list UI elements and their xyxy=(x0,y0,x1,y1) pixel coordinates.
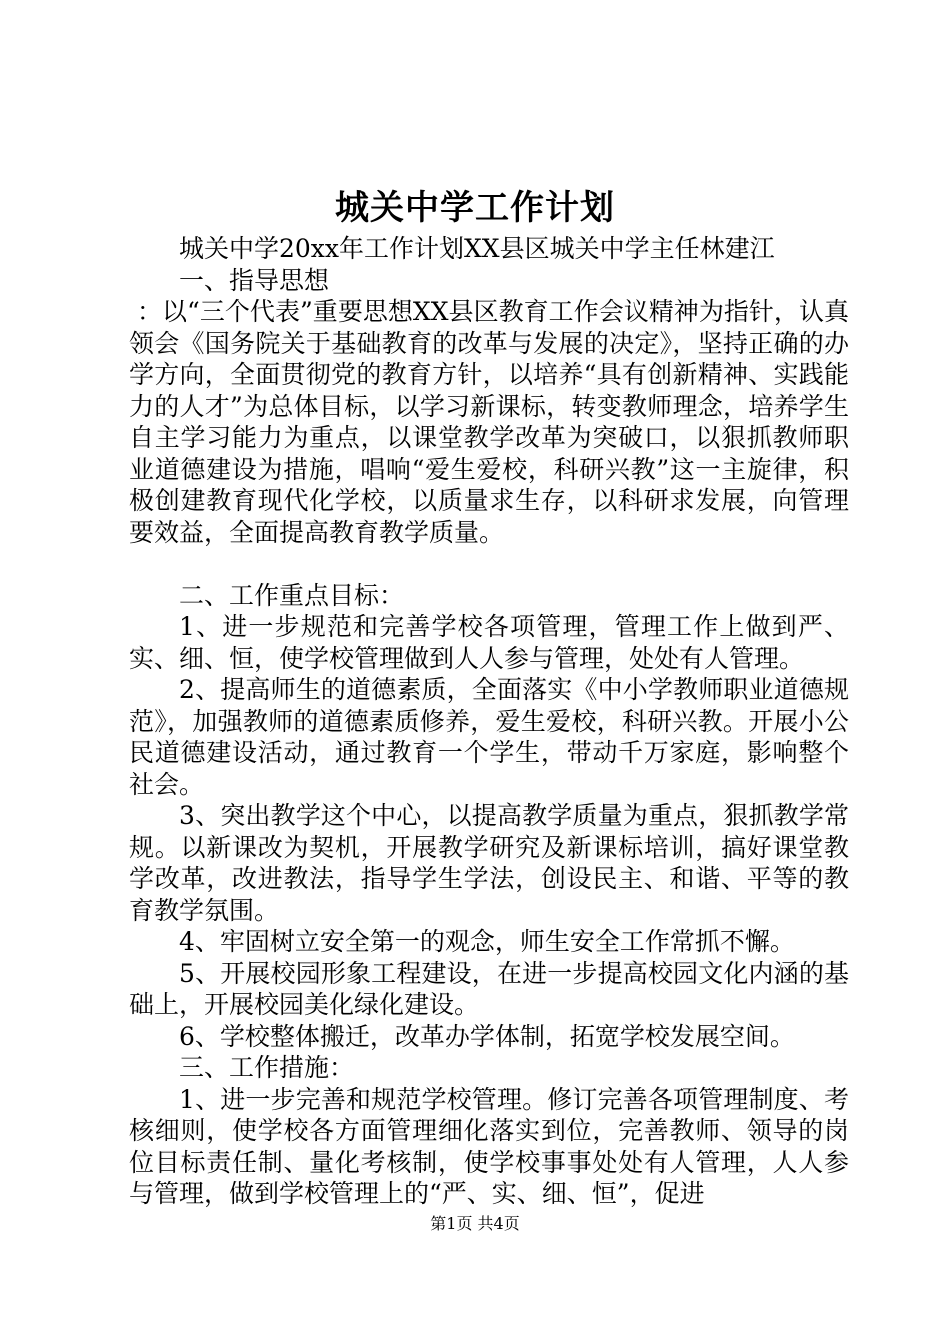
goal-item-6: 6、学校整体搬迁，改革办学体制，拓宽学校发展空间。 xyxy=(179,1021,795,1051)
goal-item-1: 1、进一步规范和完善学校各项管理，管理工作上做到严、实、细、恒，使学校管理做到人人参与管理，处处有人管理。 xyxy=(129,612,849,673)
section-heading-measures: 三、工作措施： xyxy=(179,1053,355,1082)
section-heading-guiding-thought: 一、指导思想 xyxy=(179,265,330,295)
measure-item-1: 1、进一步完善和规范学校管理。修订完善各项管理制度、考核细则，使学校各方面管理细化落实到位，完善教师、领导的岗位目标责任制、量化考核制，使学校事事处处有人管理，人人参与管理，做到学校管理上的“严、实、细、恒”，促进 xyxy=(129,1084,849,1208)
guiding-thought-paragraph: ：以“三个代表”重要思想XX县区教育工作会议精神为指针，认真领会《国务院关于基础教育的改革与发展的决定》，坚持正确的办学方向，全面贯彻党的教育方针，以培养“具有创新精神、实践能力的人才”为总体目标，以学习新课标，转变教师理念，培养学生自主学习能力为重点，以课堂教学改革为突破口，以狠抓教师职业道德建设为措施，唱响“爱生爱校，科研兴教”这一主旋律，积极创建教育现代化学校，以质量求生存，以科研求发展，向管理要效益，全面提高教育教学质量。 xyxy=(129,297,849,547)
section-heading-key-goals: 二、工作重点目标： xyxy=(179,580,405,610)
page-footer: 第1页 共4页 xyxy=(430,1214,520,1233)
goal-item-4: 4、牢固树立安全第一的观念，师生安全工作常抓不懈。 xyxy=(179,927,795,956)
goal-item-3: 3、突出教学这个中心，以提高教学质量为重点，狠抓教学常规。以新课改为契机，开展教学研究及新课标培训，搞好课堂教学改革，改进教法，指导学生学法，创设民主、和谐、平等的教育教学氛围。 xyxy=(129,801,849,925)
document-title: 城关中学工作计划 xyxy=(335,188,615,228)
document-body xyxy=(129,233,849,1210)
goal-item-2: 2、提高师生的道德素质，全面落实《中小学教师职业道德规范》，加强教师的道德素质修养，爱生爱校，科研兴教。开展小公民道德建设活动，通过教育一个学生，带动千万家庭，影响整个社会。 xyxy=(129,675,849,799)
paragraph-spacer xyxy=(129,548,849,580)
goal-item-5: 5、开展校园形象工程建设，在进一步提高校园文化内涵的基础上，开展校园美化绿化建设。 xyxy=(129,958,849,1019)
intro-line: 城关中学20xx年工作计划XX县区城关中学主任林建江 xyxy=(179,234,775,263)
